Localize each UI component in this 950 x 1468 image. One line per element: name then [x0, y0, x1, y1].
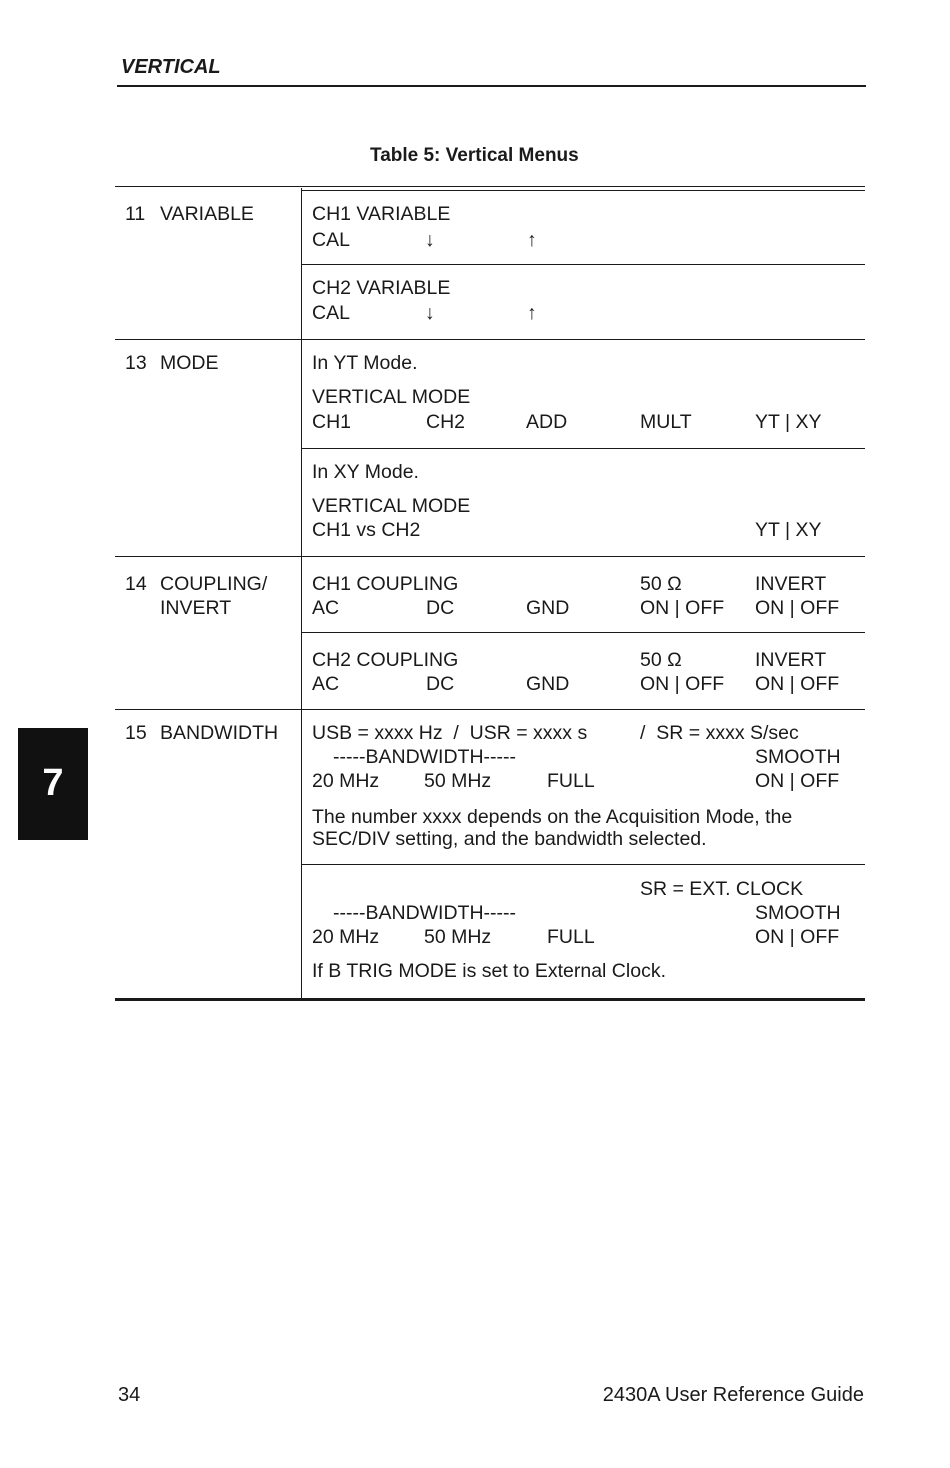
- menu-title: -----BANDWIDTH-----: [333, 746, 517, 768]
- menu-title: CH2 COUPLING: [312, 649, 459, 671]
- table-top-rule: [115, 186, 865, 187]
- section-divider: [301, 448, 865, 449]
- menu-title: CH1 COUPLING: [312, 573, 459, 595]
- menu-item: 20 MHz: [312, 926, 380, 948]
- menu-item: DC: [426, 673, 455, 695]
- table-bottom-rule: [115, 998, 865, 1001]
- menu-item: AC: [312, 673, 340, 695]
- column-divider: [301, 188, 302, 1000]
- menu-item: AC: [312, 597, 340, 619]
- menu-item: ON | OFF: [640, 673, 725, 695]
- section-divider: [301, 264, 865, 265]
- menu-title: / SR = xxxx S/sec: [640, 722, 799, 744]
- page-number: 34: [118, 1384, 141, 1406]
- section-divider: [301, 632, 865, 633]
- menu-title: -----BANDWIDTH-----: [333, 902, 517, 924]
- row-label: BANDWIDTH: [160, 722, 279, 744]
- row-number: 15: [125, 722, 147, 744]
- menu-item: ON | OFF: [755, 770, 840, 792]
- row-divider: [115, 339, 865, 340]
- menu-title: 50 Ω: [640, 649, 682, 671]
- row-label: COUPLING/: [160, 573, 268, 595]
- menu-item: CH1: [312, 411, 352, 433]
- menu-item: CAL: [312, 229, 350, 251]
- menu-title: CH2 VARIABLE: [312, 277, 451, 299]
- row-number: 14: [125, 573, 147, 595]
- menu-item: ON | OFF: [755, 597, 840, 619]
- vertical-menus-table: [115, 186, 865, 1002]
- chapter-tab-label: 7: [42, 762, 64, 804]
- menu-item: ON | OFF: [755, 926, 840, 948]
- row-divider: [115, 709, 865, 710]
- row-label: INVERT: [160, 597, 232, 619]
- section-header: VERTICAL: [121, 56, 221, 78]
- menu-item: 50 MHz: [424, 926, 492, 948]
- arrow-down-icon: ↓: [425, 229, 435, 251]
- menu-item: DC: [426, 597, 455, 619]
- bandwidth-note: If B TRIG MODE is set to External Clock.: [312, 960, 666, 982]
- arrow-down-icon: ↓: [425, 302, 435, 324]
- row-label: MODE: [160, 352, 219, 374]
- menu-title: VERTICAL MODE: [312, 386, 471, 408]
- footer-title: 2430A User Reference Guide: [602, 1384, 864, 1406]
- bandwidth-note: The number xxxx depends on the Acquisition Mode, the SEC/DIV setting, and the bandwidth selected.: [312, 806, 793, 850]
- menu-item: ADD: [526, 411, 568, 433]
- section-divider: [301, 864, 865, 865]
- menu-item: 20 MHz: [312, 770, 380, 792]
- menu-title: CH1 VARIABLE: [312, 203, 451, 225]
- arrow-up-icon: ↑: [527, 229, 537, 251]
- menu-item: FULL: [547, 770, 595, 792]
- menu-item: FULL: [547, 926, 595, 948]
- mode-note: In YT Mode.: [312, 352, 418, 374]
- menu-title: SR = EXT. CLOCK: [640, 878, 804, 900]
- menu-title: INVERT: [755, 573, 827, 595]
- row-divider: [115, 556, 865, 557]
- menu-title: SMOOTH: [755, 746, 841, 768]
- arrow-up-icon: ↑: [527, 302, 537, 324]
- menu-title: 50 Ω: [640, 573, 682, 595]
- row-number: 13: [125, 352, 147, 374]
- menu-item: CH2: [426, 411, 466, 433]
- menu-title: USB = xxxx Hz / USR = xxxx s: [312, 722, 588, 744]
- row-number: 11: [125, 203, 146, 225]
- menu-item: GND: [526, 597, 570, 619]
- chapter-tab: [18, 728, 88, 840]
- menu-item: 50 MHz: [424, 770, 492, 792]
- menu-item: YT | XY: [755, 519, 822, 541]
- row-label: VARIABLE: [160, 203, 254, 225]
- menu-item: GND: [526, 673, 570, 695]
- menu-item: CAL: [312, 302, 350, 324]
- menu-item: ON | OFF: [755, 673, 840, 695]
- table-top-rule-2: [301, 190, 865, 191]
- menu-item: ON | OFF: [640, 597, 725, 619]
- table-caption: Table 5: Vertical Menus: [370, 145, 579, 166]
- menu-title: VERTICAL MODE: [312, 495, 471, 517]
- menu-item: MULT: [640, 411, 692, 433]
- mode-note: In XY Mode.: [312, 461, 419, 483]
- menu-item: CH1 vs CH2: [312, 519, 421, 541]
- menu-title: INVERT: [755, 649, 827, 671]
- header-rule: [117, 85, 866, 87]
- menu-item: YT | XY: [755, 411, 822, 433]
- menu-title: SMOOTH: [755, 902, 841, 924]
